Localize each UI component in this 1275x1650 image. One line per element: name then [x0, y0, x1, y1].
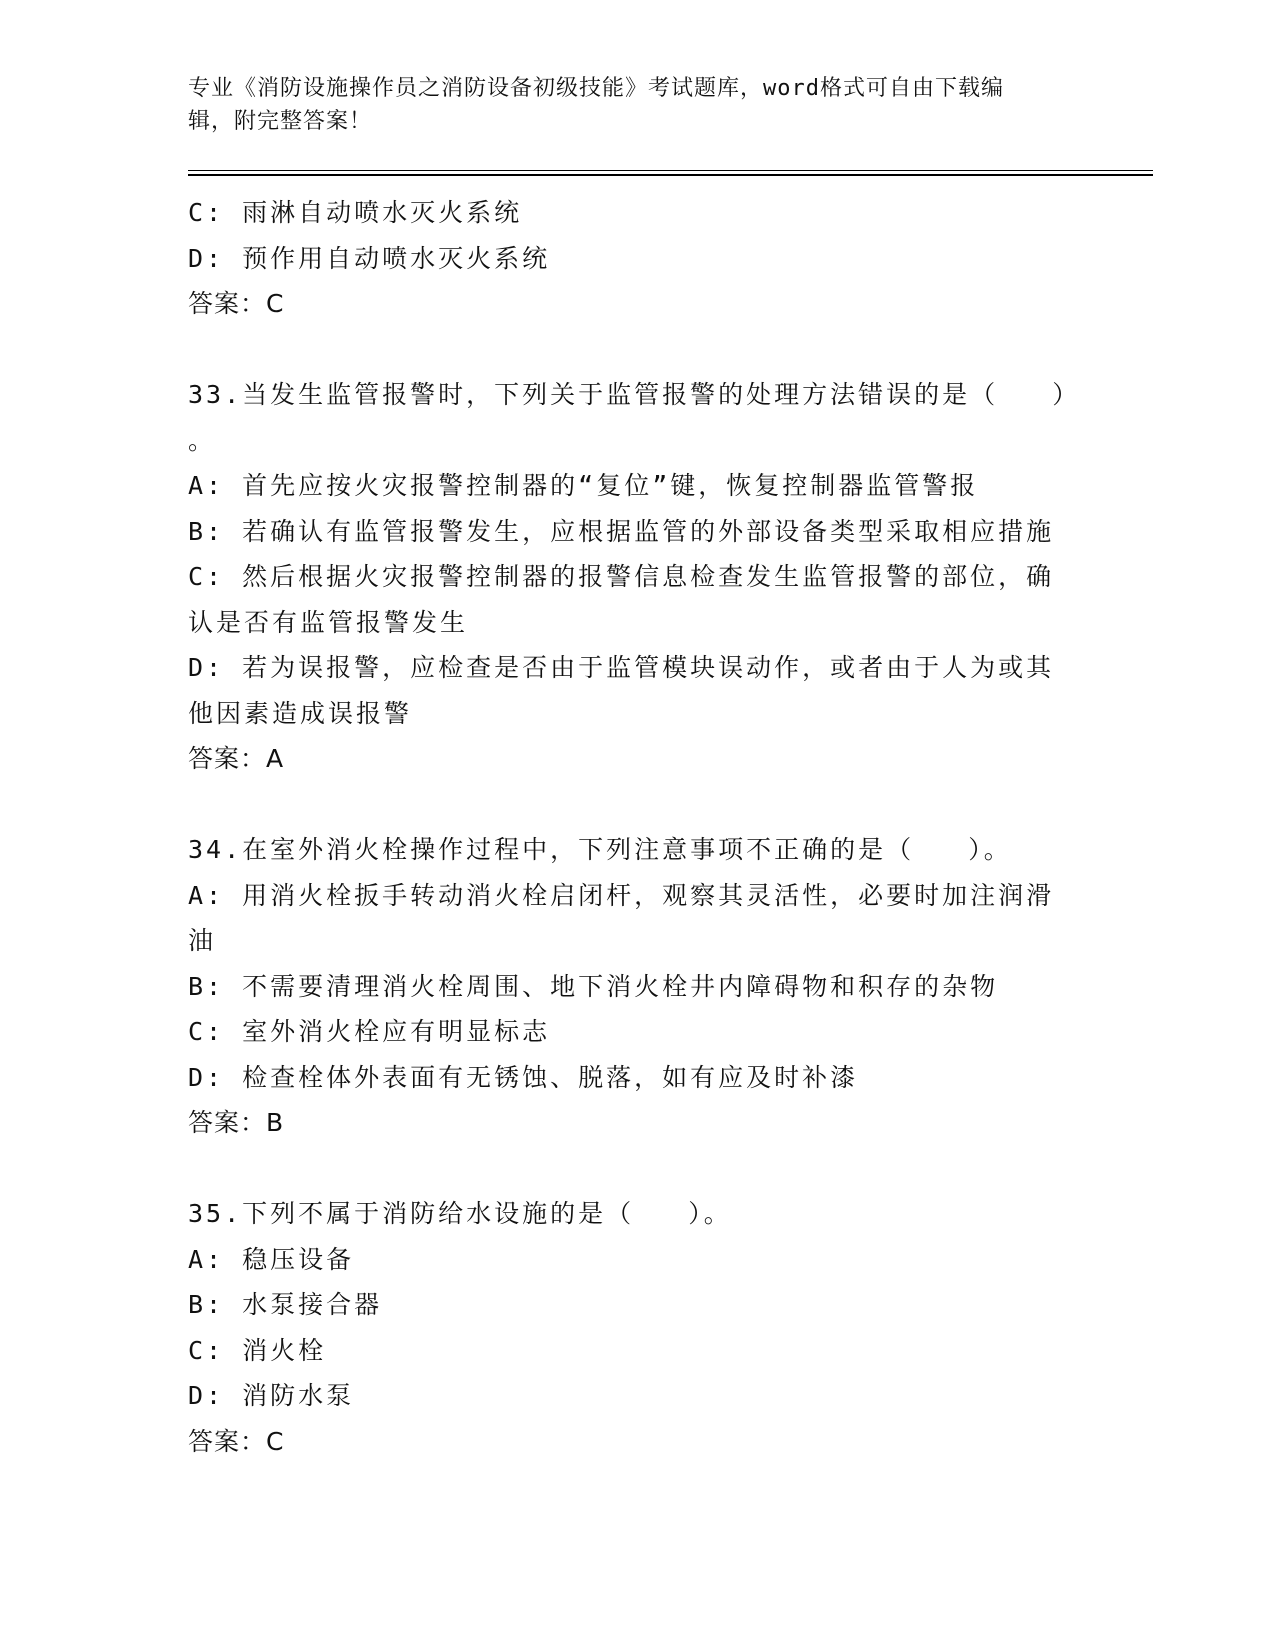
question-content [188, 190, 1081, 1464]
option-b: B: 若确认有监管报警发生，应根据监管的外部设备类型采取相应措施 [188, 516, 1055, 546]
option-c: C: 雨淋自动喷水灭火系统 [188, 198, 523, 227]
answer-line: 答案：A [188, 744, 285, 773]
header-line-2: 辑，附完整答案！ [188, 109, 373, 134]
option-d: D: 若为误报警，应检查是否由于监管模块误动作，或者由于人为或其 [188, 653, 1055, 682]
option-c: C: 室外消火栓应有明显标志 [188, 1017, 551, 1046]
spacer [188, 1146, 1068, 1192]
option-b: B: 水泵接合器 [188, 1290, 383, 1319]
spacer [188, 782, 1068, 828]
option-d: D: 检查栓体外表面有无锈蚀、脱落，如有应及时补漆 [188, 1062, 859, 1092]
option-b: B: 不需要清理消火栓周围、地下消火栓井内障碍物和积存的杂物 [188, 971, 999, 1001]
answer-line: 答案：C [188, 289, 285, 318]
option-a: A: 稳压设备 [188, 1244, 355, 1274]
header-rule-top [188, 170, 1153, 171]
option-a: A: 用消火栓扳手转动消火栓启闭杆，观察其灵活性，必要时加注润滑 [188, 880, 1055, 910]
question-stem-continued: 。 [188, 425, 217, 455]
question-33 [188, 372, 1081, 782]
option-c: C: 然后根据火灾报警控制器的报警信息检查发生监管报警的部位，确 [188, 562, 1055, 591]
option-a: A: 首先应按火灾报警控制器的“复位”键，恢复控制器监管警报 [188, 471, 979, 500]
option-d-continued: 他因素造成误报警 [188, 698, 413, 728]
question-stem: 34.在室外消火栓操作过程中，下列注意事项不正确的是（ ）。 [188, 835, 1012, 864]
header-line-1: 专业《消防设施操作员之消防设备初级技能》考试题库，word格式可自由下载编 [188, 76, 1004, 101]
question-35 [188, 1191, 1068, 1464]
answer-line: 答案：C [188, 1426, 285, 1456]
option-c-continued: 认是否有监管报警发生 [188, 607, 469, 637]
question-34 [188, 827, 1068, 1146]
spacer [188, 327, 1068, 373]
option-d: D: 预作用自动喷水灭火系统 [188, 243, 551, 273]
document-header [188, 72, 1088, 138]
option-d: D: 消防水泵 [188, 1381, 355, 1410]
header-rule-bottom [188, 174, 1153, 176]
previous-question-tail [188, 190, 1068, 327]
question-stem: 33.当发生监管报警时，下列关于监管报警的处理方法错误的是（ ） [188, 380, 1081, 409]
option-a-continued: 油 [188, 926, 217, 955]
answer-line: 答案：B [188, 1108, 285, 1137]
question-stem: 35.下列不属于消防给水设施的是（ ）。 [188, 1199, 732, 1228]
option-c: C: 消火栓 [188, 1335, 327, 1365]
